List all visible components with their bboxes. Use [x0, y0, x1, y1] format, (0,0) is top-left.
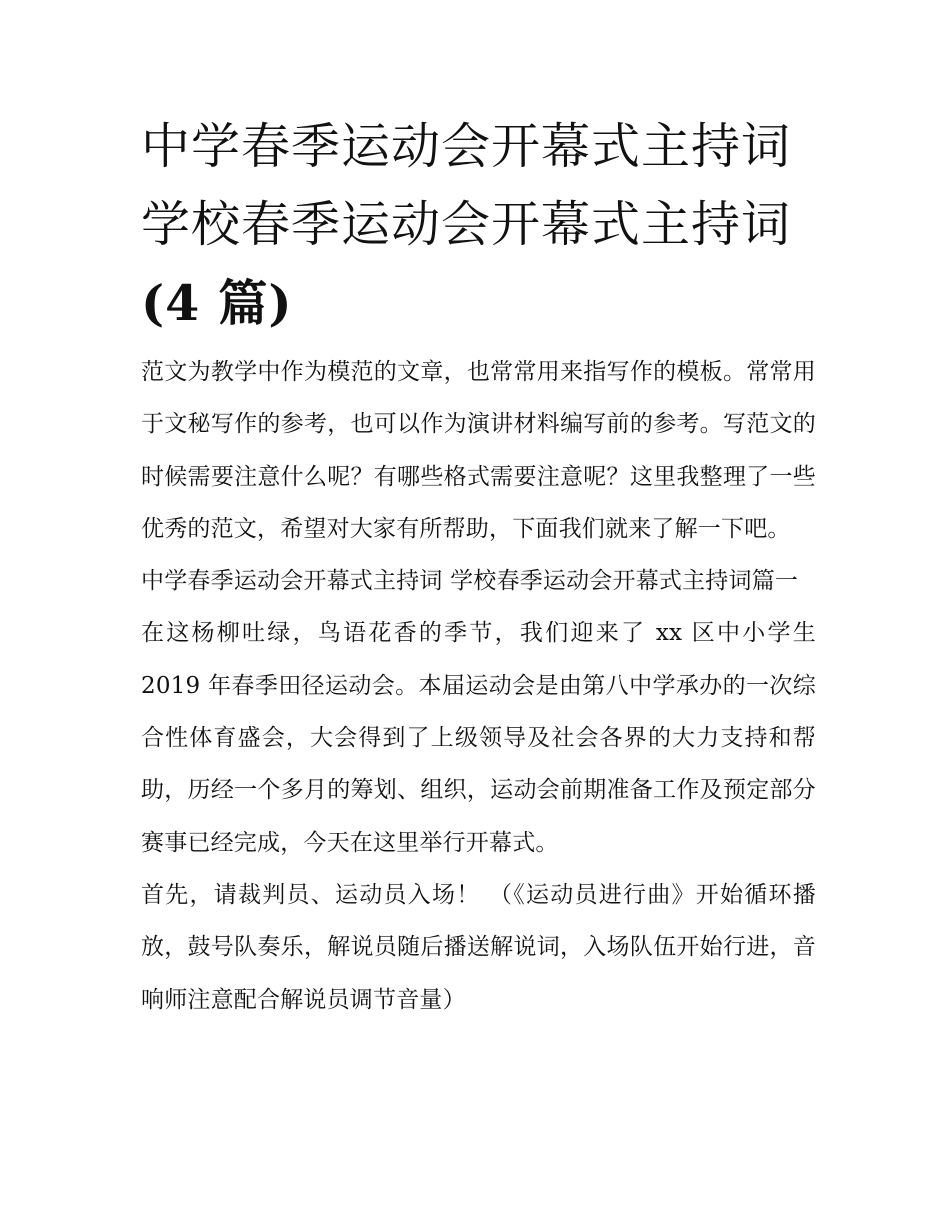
- body-paragraph-1: 在这杨柳吐绿，鸟语花香的季节，我们迎来了 xx 区中小学生 2019 年春季田径运动会。本届运动会是由第八中学承办的一次综合性体育盛会，大会得到了上级领导及社会各界的大力支持和帮助，历经一个多月的筹划、组织，运动会前期准备工作及预定部分赛事已经完成，今天在这里举行开幕式。: [141, 620, 816, 856]
- document-body: [141, 108, 816, 1026]
- title-line-2: 学校春季运动会开幕式主持词: [141, 196, 792, 253]
- section-heading: 中学春季运动会开幕式主持词 学校春季运动会开幕式主持词篇一: [141, 568, 799, 595]
- intro-paragraph: 范文为教学中作为模范的文章，也常常用来指写作的模板。常常用于文秘写作的参考，也可以作为演讲材料编写前的参考。写范文的时候需要注意什么呢？有哪些格式需要注意呢？这里我整理了一些优秀的范文，希望对大家有所帮助，下面我们就来了解一下吧。: [141, 359, 816, 542]
- title-line-1: 中学春季运动会开幕式主持词: [141, 118, 792, 175]
- document-title: [141, 108, 816, 342]
- title-count: (4 篇): [141, 274, 293, 332]
- body-paragraph-2: 首先，请裁判员、运动员入场！ （《运动员进行曲》开始循环播放，鼓号队奏乐，解说员随后播送解说词，入场队伍开始行进，音响师注意配合解说员调节音量）: [141, 881, 816, 1013]
